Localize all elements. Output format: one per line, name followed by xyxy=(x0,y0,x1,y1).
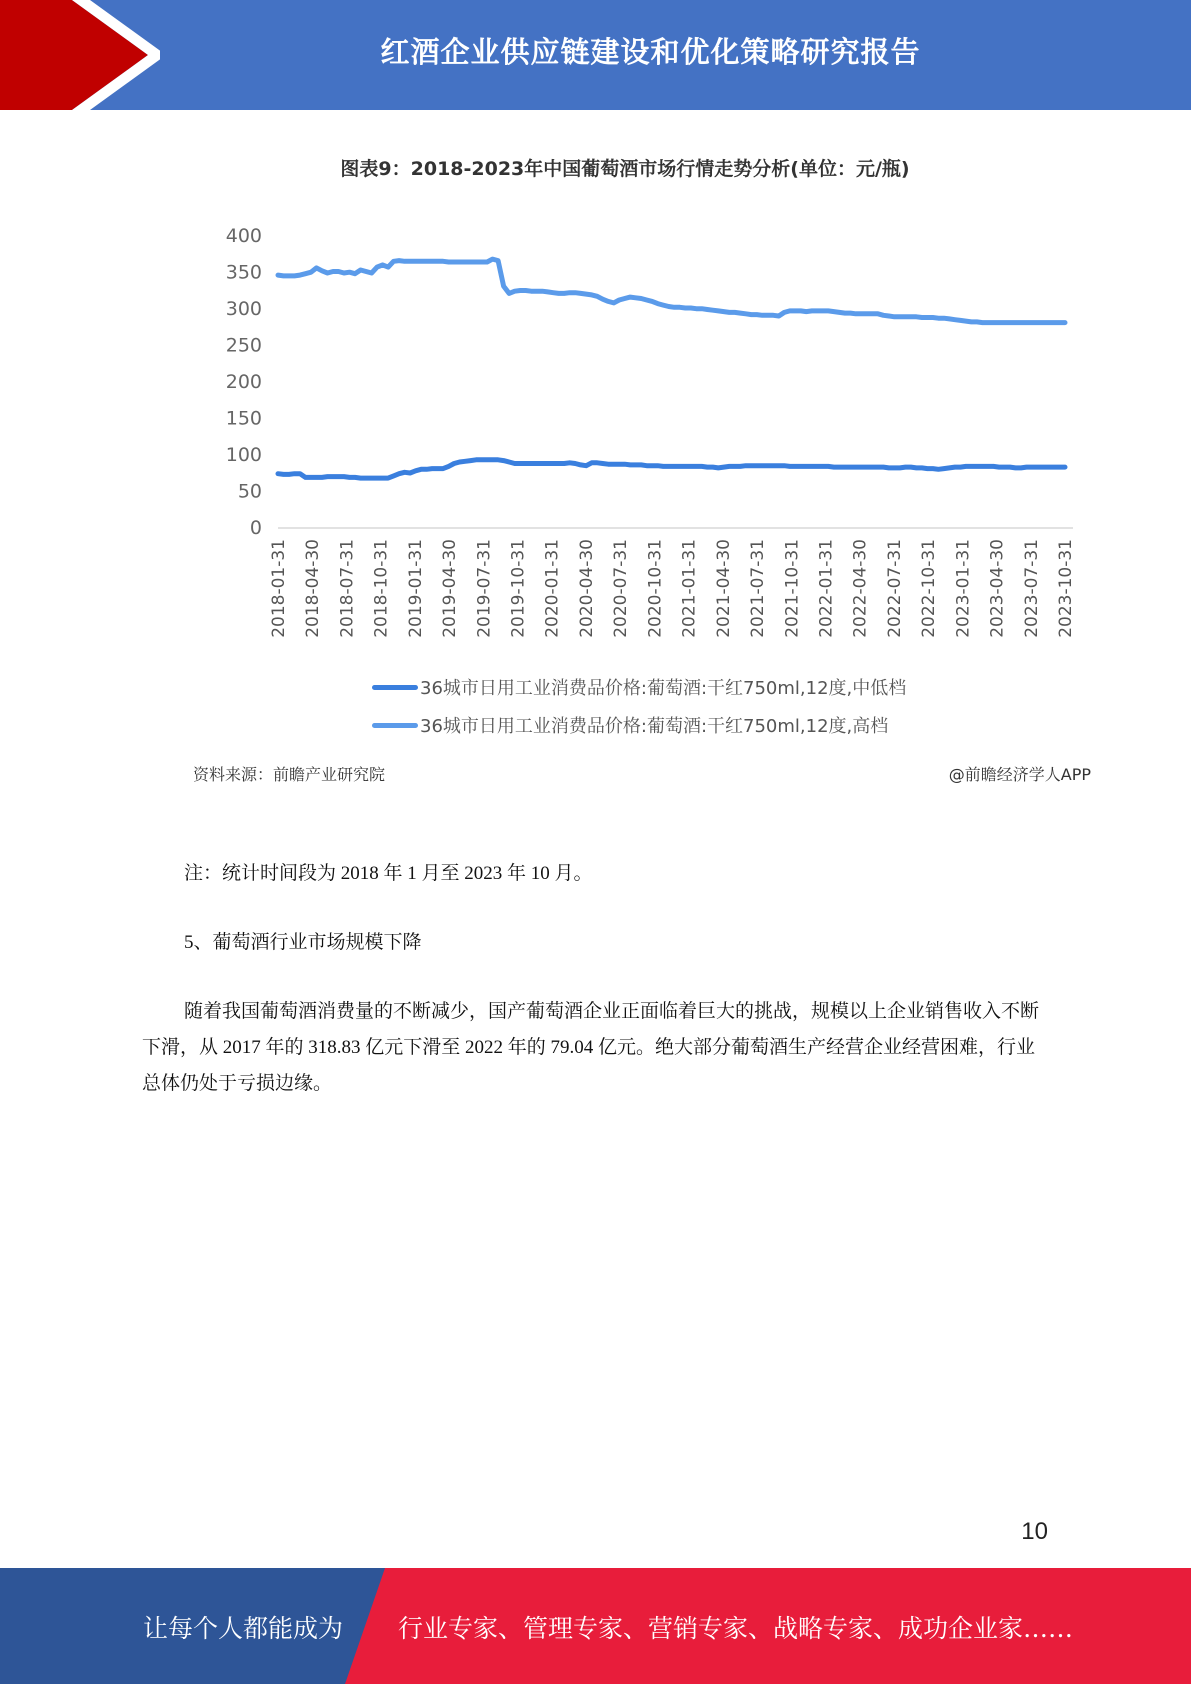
series-line-high xyxy=(278,259,1065,323)
x-tick-label: 2023-07-31 xyxy=(1021,539,1042,638)
x-tick-label: 2022-07-31 xyxy=(884,539,905,638)
x-tick-label: 2018-07-31 xyxy=(337,539,358,638)
x-tick-label: 2021-10-31 xyxy=(782,539,803,638)
x-tick-label: 2023-01-31 xyxy=(953,539,974,638)
y-tick-label: 100 xyxy=(225,444,262,466)
legend-label-high: 36城市日用工业消费品价格:葡萄酒:干红750ml,12度,高档 xyxy=(420,716,889,737)
x-tick-label: 2018-10-31 xyxy=(371,539,392,638)
y-tick-label: 150 xyxy=(225,407,262,430)
legend-line-high xyxy=(372,723,418,728)
x-tick-label: 2020-07-31 xyxy=(611,539,632,638)
x-tick-label: 2022-10-31 xyxy=(919,539,940,638)
chart-title: 图表9：2018-2023年中国葡萄酒市场行情走势分析(单位：元/瓶) xyxy=(340,158,910,180)
y-tick-label: 300 xyxy=(225,298,262,320)
y-tick-label: 400 xyxy=(225,225,262,247)
credit-label: @前瞻经济学人APP xyxy=(948,765,1091,784)
body-paragraph: 随着我国葡萄酒消费量的不断减少，国产葡萄酒企业正面临着巨大的挑战，规模以上企业销售收入不断下滑，从 2017 年的 318.83 亿元下滑至 2022 年的 79.04 亿元。绝大部分葡萄酒生产经营企业经营困难，行业总体仍处于亏损边缘。 xyxy=(142,1001,1040,1094)
x-tick-label: 2022-01-31 xyxy=(816,539,837,638)
series-line-low-mid xyxy=(278,460,1065,478)
x-tick-label: 2021-01-31 xyxy=(679,539,700,638)
legend-item-high xyxy=(372,710,1012,740)
price-trend-chart xyxy=(180,205,1080,675)
report-title: 红酒企业供应链建设和优化策略研究报告 xyxy=(380,35,921,69)
x-tick-label: 2018-01-31 xyxy=(269,539,289,638)
y-tick-label: 50 xyxy=(237,480,262,503)
x-tick-label: 2019-07-31 xyxy=(474,539,495,638)
x-tick-label: 2021-04-30 xyxy=(713,539,734,638)
y-tick-label: 200 xyxy=(225,371,262,393)
footer-slogan-left: 让每个人都能成为 xyxy=(143,1614,344,1643)
x-tick-label: 2023-10-31 xyxy=(1056,539,1076,638)
footer-slogan-right: 行业专家、管理专家、营销专家、战略专家、成功企业家…… xyxy=(398,1614,1074,1643)
y-tick-label: 350 xyxy=(225,261,262,284)
x-tick-label: 2020-04-30 xyxy=(576,539,597,638)
x-tick-label: 2019-10-31 xyxy=(508,539,529,638)
x-tick-label: 2019-04-30 xyxy=(440,539,461,638)
page-footer xyxy=(0,1568,1191,1684)
x-tick-label: 2022-04-30 xyxy=(850,539,871,638)
x-tick-label: 2023-04-30 xyxy=(987,539,1008,638)
x-tick-label: 2018-04-30 xyxy=(303,539,324,638)
y-tick-label: 250 xyxy=(225,334,262,357)
legend-item-low-mid xyxy=(372,672,1012,702)
page-number: 10 xyxy=(1021,1518,1048,1545)
note-text: 注：统计时间段为 2018 年 1 月至 2023 年 10 月。 xyxy=(184,863,593,884)
legend-label-low-mid: 36城市日用工业消费品价格:葡萄酒:干红750ml,12度,中低档 xyxy=(420,678,907,699)
x-tick-label: 2020-10-31 xyxy=(645,539,666,638)
red-chevron-decoration xyxy=(0,0,160,110)
x-tick-label: 2019-01-31 xyxy=(405,539,426,638)
x-tick-label: 2020-01-31 xyxy=(542,539,563,638)
page-header xyxy=(0,0,1191,110)
section-heading: 5、葡萄酒行业市场规模下降 xyxy=(184,932,422,953)
data-source: 资料来源：前瞻产业研究院 xyxy=(193,765,386,784)
x-tick-label: 2021-07-31 xyxy=(748,539,769,638)
y-tick-label: 0 xyxy=(249,517,262,539)
legend-line-low-mid xyxy=(372,685,418,690)
